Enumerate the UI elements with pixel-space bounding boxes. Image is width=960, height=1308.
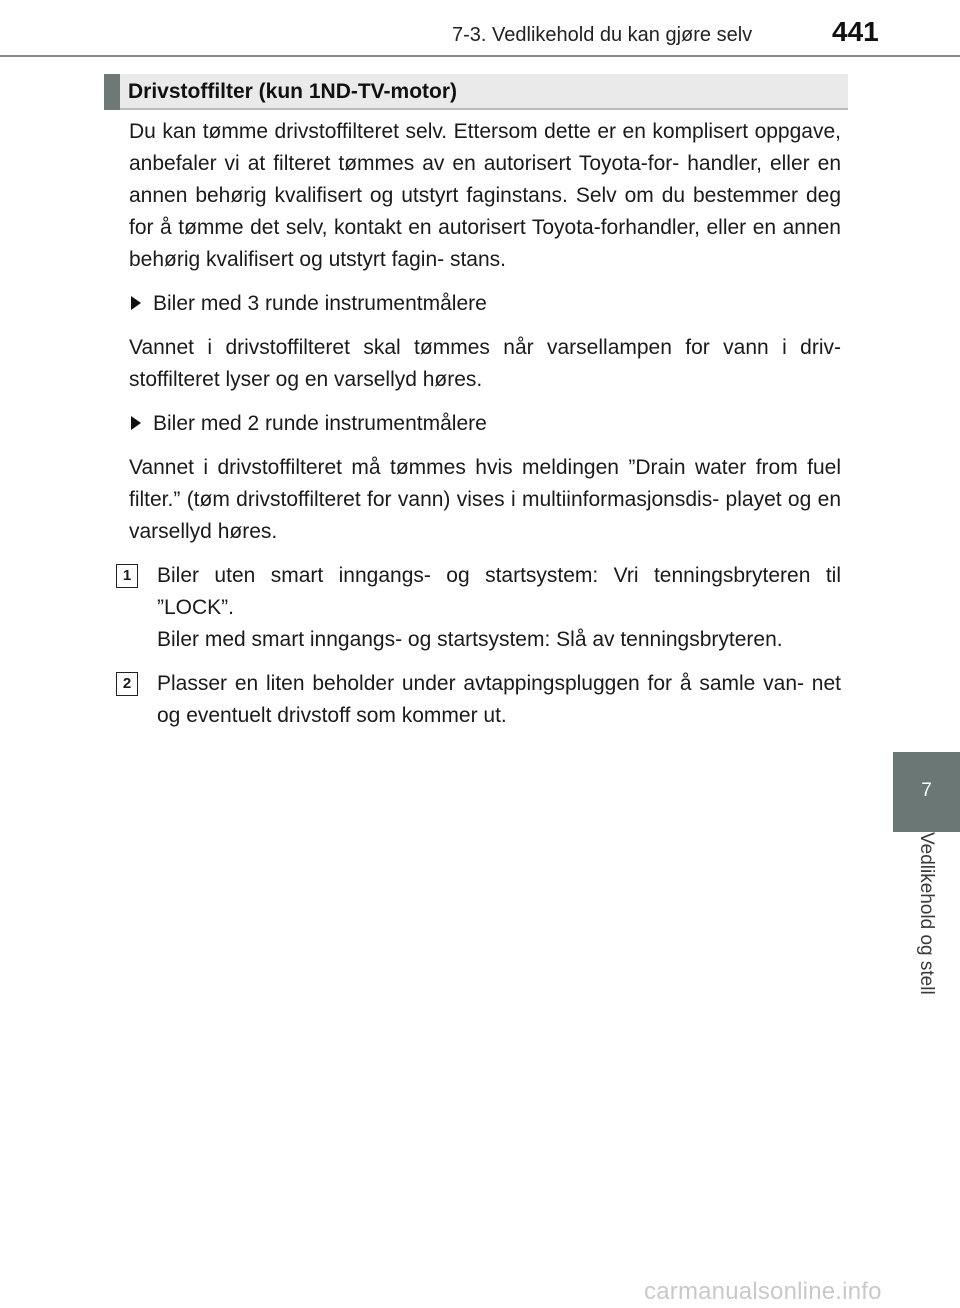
chapter-number: 7 <box>921 780 932 801</box>
step-item <box>122 668 841 732</box>
step-text: Biler med smart inngangs- og startsystem: Slå av tenningsbryteren. <box>157 628 783 651</box>
step-number-badge: 2 <box>116 672 138 696</box>
triangle-bullet-icon <box>131 416 141 430</box>
step-item <box>122 560 841 656</box>
step-text: Biler uten smart inngangs- og startsystem: Vri tenningsbryteren til ”LOCK”. <box>157 564 841 619</box>
bullet-item <box>129 288 841 320</box>
chapter-tab <box>893 752 960 832</box>
section-title: Drivstoffilter (kun 1ND-TV-motor) <box>128 80 458 103</box>
page-header <box>0 0 960 56</box>
bullet-label: Biler med 3 runde instrumentmålere <box>153 292 487 315</box>
step-number-badge: 1 <box>116 564 138 588</box>
step-text: Plasser en liten beholder under avtappingspluggen for å samle van- net og eventuelt drivstoff som kommer ut. <box>157 672 841 727</box>
heading-accent-bar <box>104 74 120 110</box>
section-reference: 7-3. Vedlikehold du kan gjøre selv <box>452 24 753 46</box>
chapter-title-wrap <box>893 832 960 1032</box>
intro-paragraph: Du kan tømme drivstoffilteret selv. Ettersom dette er en komplisert oppgave, anbefaler vi at filteret tømmes av en autorisert Toyota-for- handler, eller en annen behørig kvalifisert og utstyrt faginstans. Selv om du bestemmer deg for å tømme det selv, kontakt en autorisert Toyota-forhandler, eller en annen behørig kvalifisert og utstyrt fagin- stans. <box>129 120 841 271</box>
chapter-title: Vedlikehold og stell <box>916 832 937 995</box>
main-content <box>122 116 841 744</box>
page-number: 441 <box>832 16 879 47</box>
bullet-paragraph: Vannet i drivstoffilteret må tømmes hvis meldingen ”Drain water from fuel filter.” (tøm drivstoffilteret for vann) vises i multiinformasjonsdis- playet og en varsellyd høres. <box>129 456 841 543</box>
triangle-bullet-icon <box>131 296 141 310</box>
bullet-label: Biler med 2 runde instrumentmålere <box>153 412 487 435</box>
header-divider <box>0 55 960 57</box>
bullet-paragraph: Vannet i drivstoffilteret skal tømmes når varsellampen for vann i driv- stoffilteret lyser og en varsellyd høres. <box>129 336 841 391</box>
watermark: carmanualsonline.info <box>644 1278 882 1305</box>
bullet-item <box>129 408 841 440</box>
section-heading <box>104 74 848 110</box>
